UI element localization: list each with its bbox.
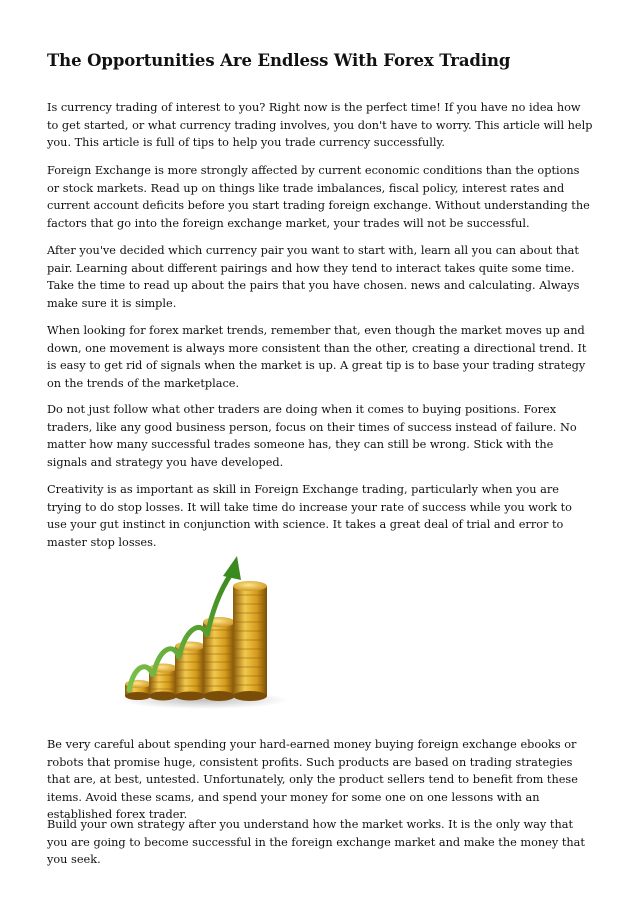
paragraph-7: Be very careful about spending your hard-earned money buying foreign exchange ebooks or robots that promise huge, consistent profits. Such products are based on trading strategies that are, at best, untested. Unfortunately, only the product sellers tend to benefit from these items. Avoid these scams, and spend your money for some one on one lessons with an established forex trader. [47, 738, 578, 822]
paragraph-1: Is currency trading of interest to you? Right now is the perfect time! If you have no idea how to get started, or what currency trading involves, you don't have to worry. This article will help you. This article is full of tips to help you trade currency successfully. [47, 101, 593, 150]
paragraph-4: When looking for forex market trends, remember that, even though the market moves up and down, one movement is always more consistent than the other, creating a directional trend. It is easy to get rid of signals when the market is up. A great tip is to base your trading strategy on the trends of the marketplace. [47, 324, 587, 390]
document-title: The Opportunities Are Endless With Forex Trading [47, 51, 511, 70]
paragraph-3: After you've decided which currency pair you want to start with, learn all you can about that pair. Learning about different pairings and how they tend to interact takes quite some time. Take the time to read up about the pairs that you have chosen. news and calculating. Always make sure it is simple. [47, 244, 580, 310]
gold-coin-stacks-growth-arrow-icon [119, 550, 289, 710]
paragraph-5: Do not just follow what other traders are doing when it comes to buying positions. Forex traders, like any good business person, focus on their times of success instead of failure. No matter how many successful trades someone has, they can still be wrong. Stick with the signals and strategy you have developed. [47, 403, 577, 469]
paragraph-8: Build your own strategy after you understand how the market works. It is the only way that you are going to become successful in the foreign exchange market and make the money that you seek. [47, 818, 585, 867]
paragraph-2: Foreign Exchange is more strongly affected by current economic conditions than the options or stock markets. Read up on things like trade imbalances, fiscal policy, interest rates and current account deficits before you start trading foreign exchange. Without understanding the factors that go into the foreign exchange market, your trades will not be successful. [47, 164, 590, 230]
paragraph-6: Creativity is as important as skill in Foreign Exchange trading, particularly when you are trying to do stop losses. It will take time do increase your rate of success while you work to use your gut instinct in conjunction with science. It takes a great deal of trial and error to master stop losses. [47, 483, 572, 549]
